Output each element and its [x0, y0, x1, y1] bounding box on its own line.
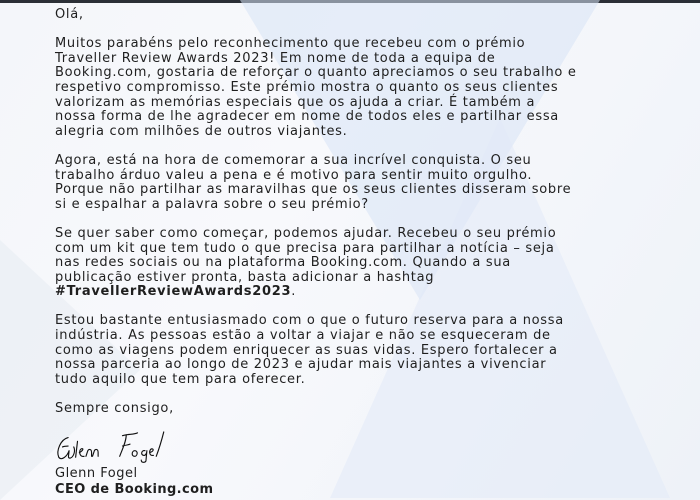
text-line: Muitos parabéns pelo reconhecimento que recebeu com o prémio — [55, 36, 526, 52]
text-line: nas redes sociais ou na plataforma Booking.com. Quando a sua — [55, 255, 511, 271]
hashtag-line — [55, 285, 685, 300]
text-line: com um kit que tem tudo o que precisa para partilhar a notícia – seja — [55, 240, 555, 256]
text-line: publicação estiver pronta, basta adicionar a hashtag — [55, 269, 435, 285]
text-line: indústria. As pessoas estão a voltar a viajar e não se esqueceram de — [55, 328, 551, 344]
text-line: nossa parceria ao longo de 2023 e ajudar mais viajantes a vivenciar — [55, 357, 547, 373]
hashtag-period: . — [291, 284, 297, 300]
text-line: Booking.com, gostaria de reforçar o quanto apreciamos o seu trabalho e — [55, 65, 577, 81]
text-line: nossa forma de lhe agradecer em nome de todos eles e partilhar essa — [55, 109, 559, 125]
text-line: como as viagens podem enriquecer as suas vidas. Espero fortalecer a — [55, 342, 558, 358]
letter-body — [55, 8, 685, 417]
hashtag: #TravellerReviewAwards2023 — [55, 284, 292, 300]
text-line: respetivo compromisso. Este prémio mostra o quanto os seus clientes — [55, 79, 559, 95]
text-line: Traveller Review Awards 2023! Em nome de toda a equipa de — [55, 50, 496, 66]
text-line: si e espalhar a palavra sobre o seu prémio? — [55, 196, 369, 212]
top-border — [0, 0, 700, 3]
closing: Sempre consigo, — [55, 401, 174, 417]
paragraph-3 — [55, 227, 685, 300]
text-line: Agora, está na hora de comemorar a sua incrível conquista. O seu — [55, 152, 532, 168]
text-line: Porque não partilhar as maravilhas que os seus clientes disseram sobre — [55, 182, 572, 198]
text-line: trabalho árduo valeu a pena e é motivo para sentir muito orgulho. — [55, 167, 533, 183]
greeting: Olá, — [55, 7, 84, 22]
paragraph-2 — [55, 154, 685, 212]
text-line: Se quer saber como começar, podemos ajudar. Recebeu o seu prémio — [55, 225, 557, 241]
paragraph-1 — [55, 37, 685, 139]
signer-title: CEO de Booking.com — [55, 482, 214, 497]
text-line: alegria com milhões de outros viajantes. — [55, 123, 348, 139]
text-line: valorizam as memórias especiais que os ajuda a criar. É também a — [55, 94, 536, 110]
handwritten-signature — [55, 428, 205, 464]
paragraph-4 — [55, 314, 685, 387]
signer-name: Glenn Fogel — [55, 466, 138, 481]
text-line: tudo aquilo que tem para oferecer. — [55, 371, 306, 387]
text-line: Estou bastante entusiasmado com o que o futuro reserva para a nossa — [55, 313, 564, 329]
